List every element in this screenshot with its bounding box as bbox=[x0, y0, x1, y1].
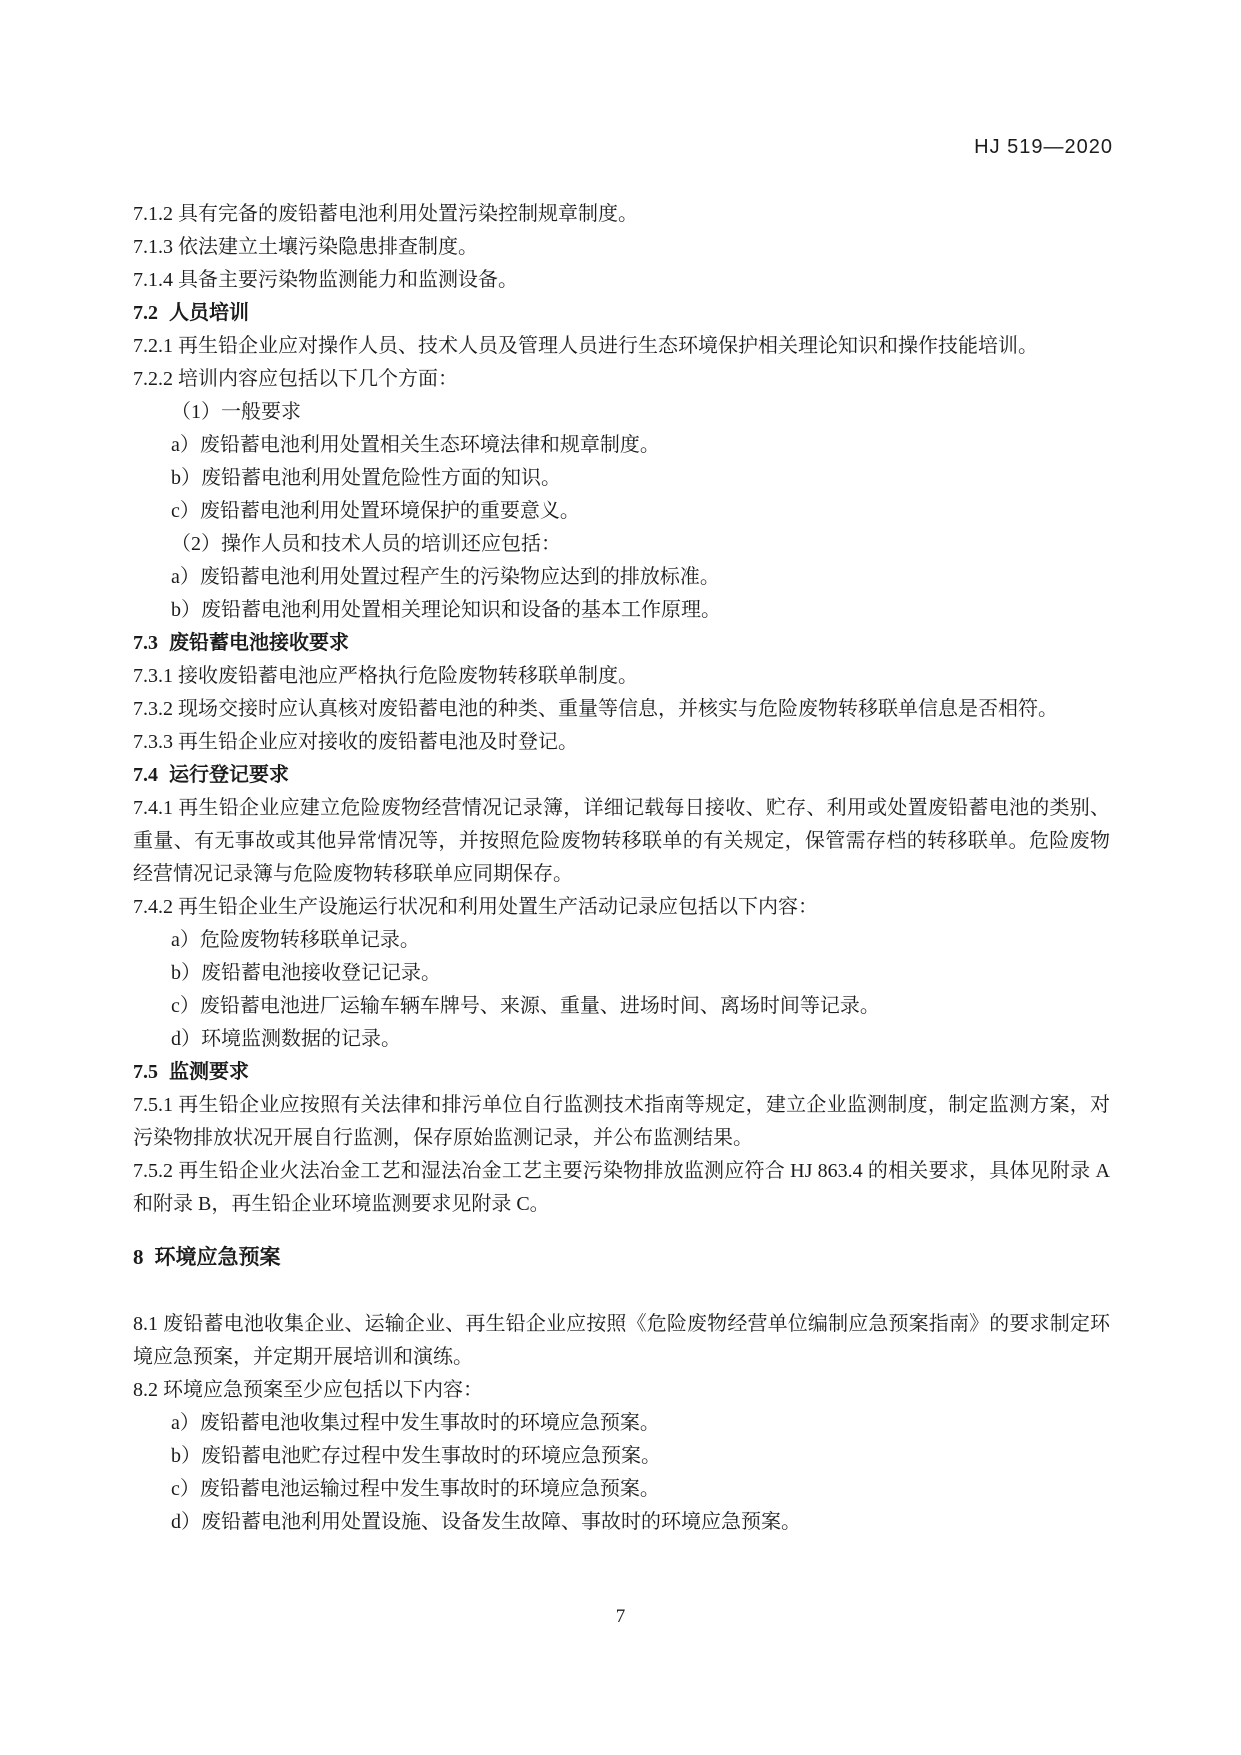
list-item: a）废铅蓄电池利用处置过程产生的污染物应达到的排放标准。 bbox=[171, 566, 720, 588]
paragraph: 7.3.2 现场交接时应认真核对废铅蓄电池的种类、重量等信息，并核实与危险废物转移联单信息是否相符。 bbox=[133, 698, 1058, 720]
paragraph: 8.1 废铅蓄电池收集企业、运输企业、再生铅企业应按照《危险废物经营单位编制应急预案指南》的要求制定环境应急预案，并定期开展培训和演练。 bbox=[133, 1313, 1110, 1368]
page-number: 7 bbox=[615, 1606, 626, 1627]
list-item: （1）一般要求 bbox=[171, 401, 301, 423]
paragraph: 7.1.3 依法建立土壤污染隐患排查制度。 bbox=[133, 236, 478, 258]
heading-label: 监测要求 bbox=[169, 1061, 249, 1083]
clause-heading bbox=[133, 627, 1110, 660]
paragraph: 7.1.4 具备主要污染物监测能力和监测设备。 bbox=[133, 269, 518, 291]
clause-heading bbox=[133, 759, 1110, 792]
clause-heading bbox=[133, 1056, 1110, 1089]
heading-label: 环境应急预案 bbox=[154, 1246, 281, 1269]
page-header bbox=[133, 136, 1113, 159]
heading-number: 7.5 bbox=[133, 1061, 158, 1083]
document-content bbox=[133, 198, 1110, 1539]
paragraph: 7.3.3 再生铅企业应对接收的废铅蓄电池及时登记。 bbox=[133, 731, 578, 753]
paragraph: 7.4.1 再生铅企业应建立危险废物经营情况记录簿，详细记载每日接收、贮存、利用或处置废铅蓄电池的类别、重量、有无事故或其他异常情况等，并按照危险废物转移联单的有关规定，保管需存档的转移联单。危险废物经营情况记录簿与危险废物转移联单应同期保存。 bbox=[133, 797, 1110, 885]
list-item: a）废铅蓄电池收集过程中发生事故时的环境应急预案。 bbox=[171, 1412, 660, 1434]
paragraph: 7.1.2 具有完备的废铅蓄电池利用处置污染控制规章制度。 bbox=[133, 203, 638, 225]
list-item: c）废铅蓄电池利用处置环境保护的重要意义。 bbox=[171, 500, 580, 522]
clause-heading bbox=[133, 297, 1110, 330]
heading-label: 人员培训 bbox=[169, 302, 249, 324]
list-item: c）废铅蓄电池进厂运输车辆车牌号、来源、重量、进场时间、离场时间等记录。 bbox=[171, 995, 880, 1017]
list-item: b）废铅蓄电池利用处置危险性方面的知识。 bbox=[171, 467, 561, 489]
paragraph: 7.5.2 再生铅企业火法冶金工艺和湿法冶金工艺主要污染物排放监测应符合 HJ 863.4 的相关要求，具体见附录 A 和附录 B，再生铅企业环境监测要求见附录 C。 bbox=[133, 1160, 1110, 1215]
paragraph: 7.4.2 再生铅企业生产设施运行状况和利用处置生产活动记录应包括以下内容： bbox=[133, 896, 818, 918]
list-item: （2）操作人员和技术人员的培训还应包括： bbox=[171, 533, 561, 555]
paragraph: 8.2 环境应急预案至少应包括以下内容： bbox=[133, 1379, 483, 1401]
chapter-heading bbox=[133, 1241, 1110, 1274]
list-item: b）废铅蓄电池接收登记记录。 bbox=[171, 962, 441, 984]
list-item: a）废铅蓄电池利用处置相关生态环境法律和规章制度。 bbox=[171, 434, 660, 456]
paragraph: 7.2.1 再生铅企业应对操作人员、技术人员及管理人员进行生态环境保护相关理论知识和操作技能培训。 bbox=[133, 335, 1038, 357]
list-item: a）危险废物转移联单记录。 bbox=[171, 929, 420, 951]
heading-number: 7.2 bbox=[133, 302, 158, 324]
list-item: c）废铅蓄电池运输过程中发生事故时的环境应急预案。 bbox=[171, 1478, 660, 1500]
heading-number: 8 bbox=[133, 1245, 144, 1269]
page-footer bbox=[0, 1606, 1241, 1628]
list-item: d）环境监测数据的记录。 bbox=[171, 1028, 401, 1050]
list-item: b）废铅蓄电池贮存过程中发生事故时的环境应急预案。 bbox=[171, 1445, 661, 1467]
standard-number: HJ 519—2020 bbox=[974, 136, 1113, 158]
paragraph: 7.3.1 接收废铅蓄电池应严格执行危险废物转移联单制度。 bbox=[133, 665, 638, 687]
heading-number: 7.4 bbox=[133, 764, 158, 786]
heading-label: 废铅蓄电池接收要求 bbox=[169, 632, 349, 654]
paragraph: 7.5.1 再生铅企业应按照有关法律和排污单位自行监测技术指南等规定，建立企业监测制度，制定监测方案，对污染物排放状况开展自行监测，保存原始监测记录，并公布监测结果。 bbox=[133, 1094, 1110, 1149]
paragraph: 7.2.2 培训内容应包括以下几个方面： bbox=[133, 368, 458, 390]
heading-label: 运行登记要求 bbox=[169, 764, 289, 786]
list-item: d）废铅蓄电池利用处置设施、设备发生故障、事故时的环境应急预案。 bbox=[171, 1511, 801, 1533]
list-item: b）废铅蓄电池利用处置相关理论知识和设备的基本工作原理。 bbox=[171, 599, 721, 621]
heading-number: 7.3 bbox=[133, 632, 158, 654]
